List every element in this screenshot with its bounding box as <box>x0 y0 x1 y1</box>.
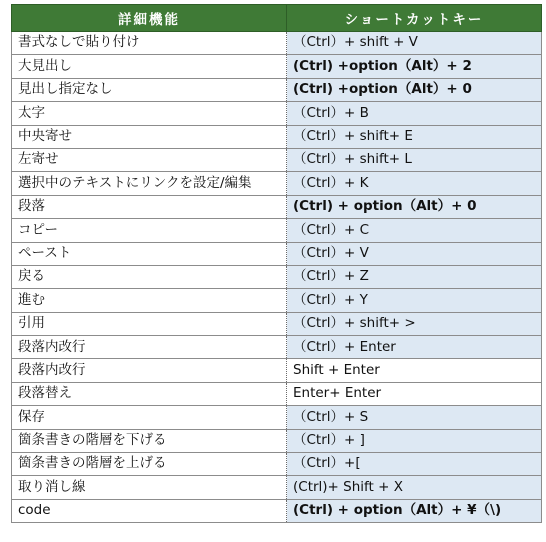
shortcut-cell: （Ctrl）+ K <box>287 172 542 195</box>
table-row <box>12 265 542 288</box>
table-row <box>12 382 542 405</box>
feature-cell: 書式なしで貼り付け <box>12 32 287 55</box>
feature-cell: 大見出し <box>12 55 287 78</box>
table-row <box>12 195 542 218</box>
feature-cell: 引用 <box>12 312 287 335</box>
shortcut-cell: (Ctrl) +option（Alt）+ 0 <box>287 78 542 101</box>
table-row <box>12 312 542 335</box>
shortcut-cell: （Ctrl）+ shift + V <box>287 32 542 55</box>
table-row <box>12 32 542 55</box>
feature-cell: ペースト <box>12 242 287 265</box>
table-row <box>12 453 542 476</box>
shortcut-cell: （Ctrl）+ Y <box>287 289 542 312</box>
shortcut-cell: （Ctrl）+ shift+ > <box>287 312 542 335</box>
feature-cell: 選択中のテキストにリンクを設定/編集 <box>12 172 287 195</box>
table-row <box>12 336 542 359</box>
feature-cell: 太字 <box>12 102 287 125</box>
feature-cell: 見出し指定なし <box>12 78 287 101</box>
shortcut-cell: Enter+ Enter <box>287 382 542 405</box>
shortcut-cell: （Ctrl）+ V <box>287 242 542 265</box>
shortcut-cell: （Ctrl）+ shift+ E <box>287 125 542 148</box>
feature-cell: 戻る <box>12 265 287 288</box>
shortcut-cell: （Ctrl）+ ] <box>287 429 542 452</box>
feature-cell: 中央寄せ <box>12 125 287 148</box>
feature-cell: 段落 <box>12 195 287 218</box>
feature-cell: 段落替え <box>12 382 287 405</box>
header-row <box>12 5 542 32</box>
shortcut-cell: （Ctrl）+ shift+ L <box>287 148 542 171</box>
table-row <box>12 242 542 265</box>
table-row <box>12 219 542 242</box>
table-row <box>12 125 542 148</box>
shortcut-cell: (Ctrl) +option（Alt）+ 2 <box>287 55 542 78</box>
table-row <box>12 359 542 382</box>
table-row <box>12 429 542 452</box>
feature-cell: 箇条書きの階層を下げる <box>12 429 287 452</box>
shortcut-cell: （Ctrl）+ S <box>287 406 542 429</box>
shortcut-table <box>11 4 542 523</box>
shortcut-column-header: ショートカットキー <box>287 5 542 32</box>
feature-cell: 箇条書きの階層を上げる <box>12 453 287 476</box>
table-row <box>12 78 542 101</box>
feature-cell: 進む <box>12 289 287 312</box>
table-row <box>12 406 542 429</box>
feature-cell: 段落内改行 <box>12 336 287 359</box>
feature-cell: コピー <box>12 219 287 242</box>
feature-cell: 段落内改行 <box>12 359 287 382</box>
table-row <box>12 148 542 171</box>
shortcut-cell: （Ctrl）+[ <box>287 453 542 476</box>
feature-cell: 取り消し線 <box>12 476 287 499</box>
shortcut-cell: （Ctrl）+ Enter <box>287 336 542 359</box>
table-row <box>12 289 542 312</box>
shortcut-cell: （Ctrl）+ C <box>287 219 542 242</box>
shortcut-cell: (Ctrl)+ Shift + X <box>287 476 542 499</box>
shortcut-cell: （Ctrl）+ B <box>287 102 542 125</box>
table-row <box>12 476 542 499</box>
shortcut-cell: (Ctrl) + option（Alt）+ 0 <box>287 195 542 218</box>
shortcut-cell: Shift + Enter <box>287 359 542 382</box>
feature-cell: code <box>12 499 287 522</box>
table-row <box>12 172 542 195</box>
feature-cell: 左寄せ <box>12 148 287 171</box>
shortcut-cell: （Ctrl）+ Z <box>287 265 542 288</box>
feature-cell: 保存 <box>12 406 287 429</box>
feature-column-header: 詳細機能 <box>12 5 287 32</box>
shortcut-cell: (Ctrl) + option（Alt）+ ¥（\) <box>287 499 542 522</box>
table-row <box>12 55 542 78</box>
table-row <box>12 499 542 522</box>
table-row <box>12 102 542 125</box>
